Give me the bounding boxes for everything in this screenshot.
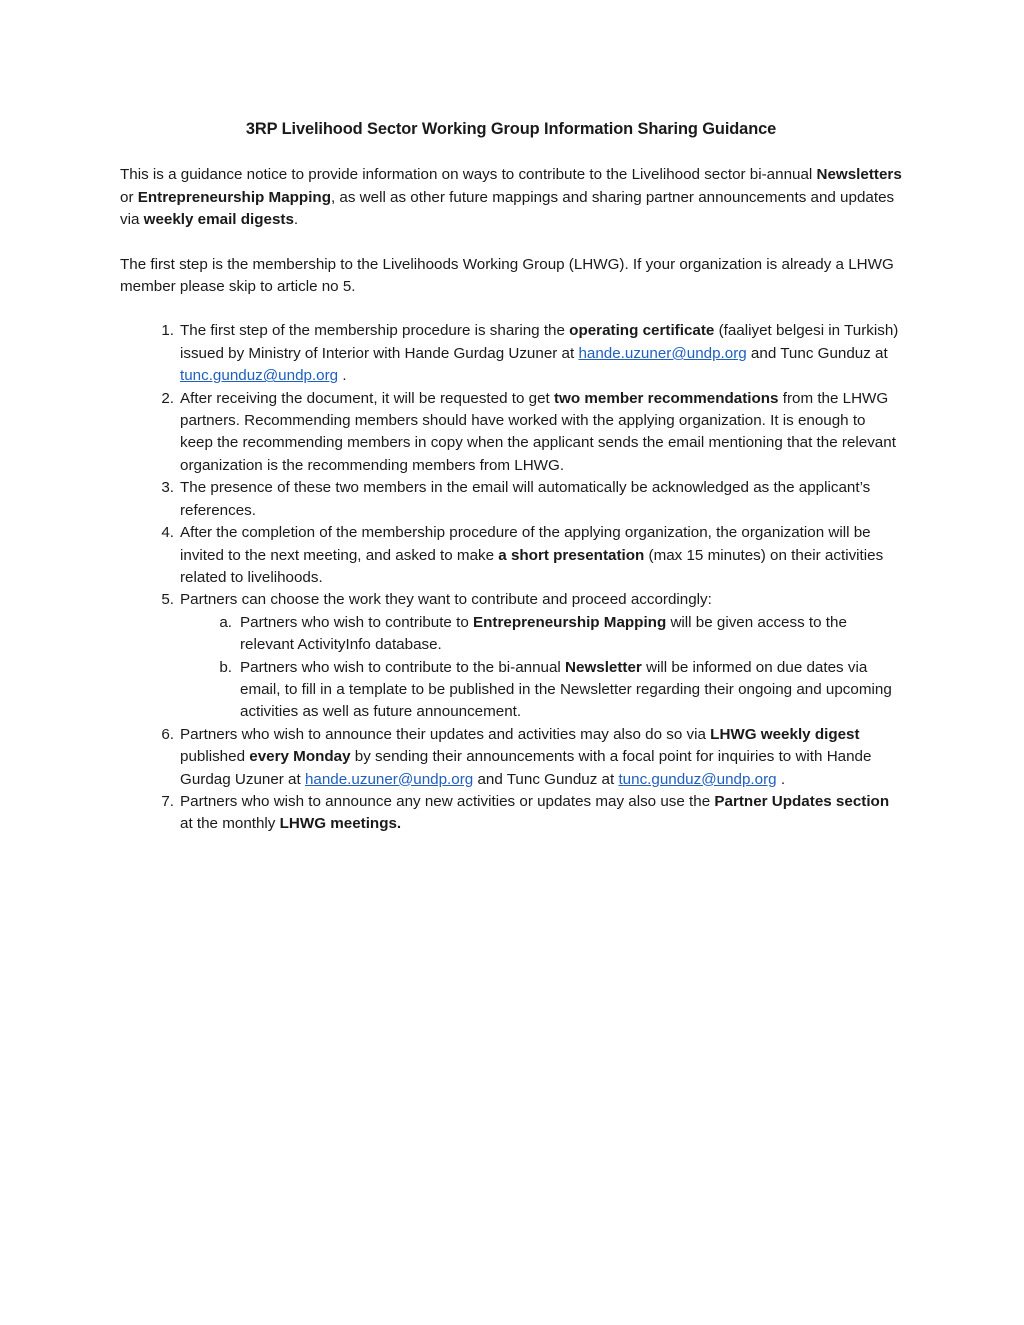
newsletters-term: Newsletters <box>816 166 902 184</box>
weekly-email-digests-term: weekly email digests <box>143 211 294 229</box>
list-number: 6. <box>161 725 174 743</box>
list-number: 7. <box>161 792 174 810</box>
sub-list <box>180 612 902 724</box>
sub-list-letter: b. <box>219 658 232 676</box>
list-number: 3. <box>161 479 174 497</box>
list-number: 5. <box>161 591 174 609</box>
list-item-4: 4. After the completion of the membership procedure of the applying organization, the organization will be invited to the next meeting, and asked to make a short presentation (max 15 minutes) on their activities related to livelihoods. <box>180 522 902 589</box>
list-number: 1. <box>161 322 174 340</box>
list-item-1: 1. The first step of the membership procedure is sharing the operating certificate (faaliyet belgesi in Turkish) issued by Ministry of Interior with Hande Gurdag Uzuner at hande.uzuner@undp.org and Tunc Gunduz at tunc.gunduz@undp.org . <box>180 320 902 387</box>
list-item-2: 2. After receiving the document, it will be requested to get two member recommendations from the LHWG partners. Recommending members should have worked with the applying organization. It is enough to keep the recommending members in copy when the applicant sends the email mentioning that the relevant organization is the recommending members from LHWG. <box>180 388 902 478</box>
email-link-hande[interactable]: hande.uzuner@undp.org <box>304 770 474 788</box>
entrepreneurship-mapping-term: Entrepreneurship Mapping <box>137 188 331 206</box>
list-item-6: 6. Partners who wish to announce their updates and activities may also do so via LHWG weekly digest published every Monday by sending their announcements with a focal point for inquiries to with Hande Gurdag Uzuner at hande.uzuner@undp.org and Tunc Gunduz at tunc.gunduz@undp.org . <box>180 724 902 791</box>
steps-list <box>120 320 902 835</box>
intro-paragraph: This is a guidance notice to provide information on ways to contribute to the Livelihood sector bi-annual Newsletters or Entrepreneurship Mapping, as well as other future mappings and sharing partner announcements and updates via weekly email digests. <box>120 166 902 229</box>
sub-item-a: a. Partners who wish to contribute to Entrepreneurship Mapping will be given access to the relevant ActivityInfo database. <box>240 612 902 657</box>
list-item-5: 5. Partners can choose the work they want to contribute and proceed accordingly: a. Partners who wish to contribute to Entrepreneurship Mapping will be given access to the relevant ActivityInfo database. b. Partners who wish to contribute to the bi-annual Newsletter will be informed on due dates via email, to fill in a template to be published in the Newsletter regarding their ongoing and upcoming activities as well as future announcement. <box>180 589 902 723</box>
email-link-tunc[interactable]: tunc.gunduz@undp.org <box>618 770 777 788</box>
list-item-7: 7. Partners who wish to announce any new activities or updates may also use the Partner Updates section at the monthly LHWG meetings. <box>180 791 902 836</box>
email-link-tunc[interactable]: tunc.gunduz@undp.org <box>180 367 339 385</box>
sub-item-b: b. Partners who wish to contribute to the bi-annual Newsletter will be informed on due dates via email, to fill in a template to be published in the Newsletter regarding their ongoing and upcoming activities as well as future announcement. <box>240 657 902 724</box>
document-title: 3RP Livelihood Sector Working Group Information Sharing Guidance <box>245 120 777 138</box>
membership-paragraph: The first step is the membership to the Livelihoods Working Group (LHWG). If your organization is already a LHWG member please skip to article no 5. <box>120 255 894 296</box>
document-body <box>120 118 902 836</box>
list-number: 2. <box>161 389 174 407</box>
sub-list-letter: a. <box>219 613 232 631</box>
list-number: 4. <box>161 524 174 542</box>
email-link-hande[interactable]: hande.uzuner@undp.org <box>578 344 747 362</box>
list-item-3: 3. The presence of these two members in the email will automatically be acknowledged as the applicant’s references. <box>180 477 902 522</box>
